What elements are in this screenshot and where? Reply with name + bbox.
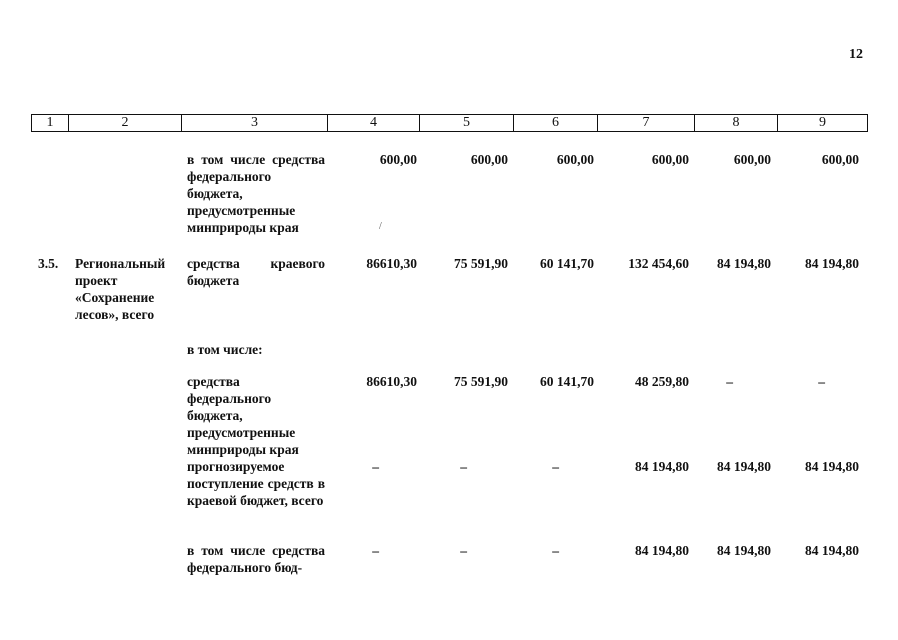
funding-source: в том числе: <box>187 342 263 357</box>
header-col-6: 6 <box>514 115 598 132</box>
value-col-9: 84 194,80 <box>805 256 859 271</box>
stray-mark: / <box>379 221 382 232</box>
value-col-7: 132 454,60 <box>628 256 689 271</box>
value-col-6: – <box>552 459 559 474</box>
value-col-4: – <box>372 459 379 474</box>
table-header <box>31 114 868 132</box>
header-col-7: 7 <box>598 115 695 132</box>
value-col-6: 600,00 <box>556 152 594 167</box>
value-col-5: – <box>460 543 467 558</box>
funding-source: средства краевого бюджета <box>187 256 325 288</box>
value-col-9: 84 194,80 <box>805 459 859 474</box>
value-col-5: 600,00 <box>470 152 508 167</box>
value-col-4: – <box>372 543 379 558</box>
header-col-4: 4 <box>328 115 420 132</box>
value-col-4: 86610,30 <box>366 256 417 271</box>
header-col-8: 8 <box>695 115 778 132</box>
value-col-8: 84 194,80 <box>717 543 771 558</box>
value-col-9: 84 194,80 <box>805 543 859 558</box>
value-col-8: 600,00 <box>733 152 771 167</box>
value-col-5: – <box>460 459 467 474</box>
value-col-6: 60 141,70 <box>540 256 594 271</box>
value-col-8: – <box>726 374 733 389</box>
value-col-7: 600,00 <box>651 152 689 167</box>
value-col-6: – <box>552 543 559 558</box>
funding-source: в том числе средства федерального бюджета, предусмотренные минприроды края <box>187 152 325 235</box>
value-col-8: 84 194,80 <box>717 256 771 271</box>
funding-source: в том числе средства федерального бюд- <box>187 543 325 575</box>
header-col-9: 9 <box>778 115 868 132</box>
value-col-7: 84 194,80 <box>635 543 689 558</box>
value-col-4: 86610,30 <box>366 374 417 389</box>
value-col-5: 75 591,90 <box>454 374 508 389</box>
value-col-9: 600,00 <box>821 152 859 167</box>
header-col-5: 5 <box>420 115 514 132</box>
page-number: 12 <box>849 47 863 62</box>
header-col-1: 1 <box>32 115 69 132</box>
value-col-4: 600,00 <box>379 152 417 167</box>
value-col-9: – <box>818 374 825 389</box>
value-col-7: 48 259,80 <box>635 374 689 389</box>
header-col-2: 2 <box>69 115 182 132</box>
funding-source: средства федерального бюджета, предусмотренные минприроды края <box>187 374 299 457</box>
value-col-6: 60 141,70 <box>540 374 594 389</box>
value-col-7: 84 194,80 <box>635 459 689 474</box>
value-col-5: 75 591,90 <box>454 256 508 271</box>
project-name: Региональный проект «Сохранение лесов», всего <box>75 256 166 322</box>
header-col-3: 3 <box>182 115 328 132</box>
funding-source: прогнозируемое поступление средств в краевой бюджет, всего <box>187 459 325 508</box>
value-col-8: 84 194,80 <box>717 459 771 474</box>
row-number: 3.5. <box>38 256 59 271</box>
